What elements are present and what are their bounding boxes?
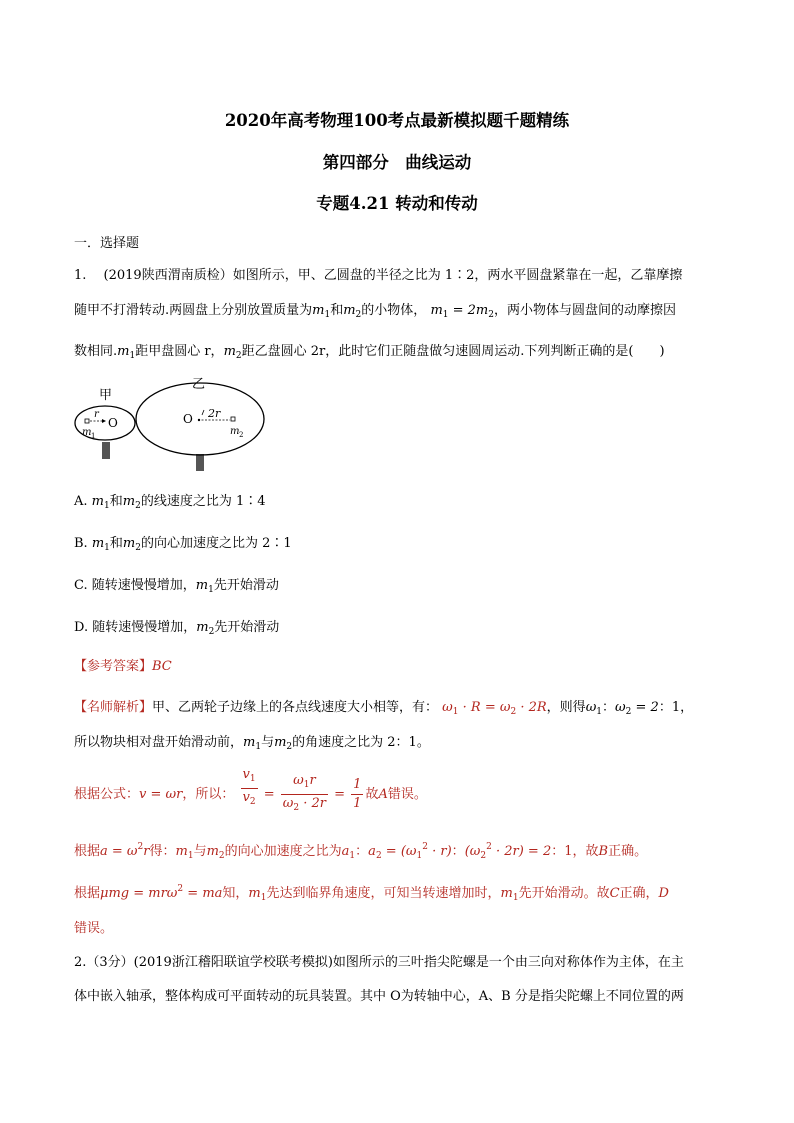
label-r: r: [94, 409, 99, 420]
option-c[interactable]: C. 随转速慢慢增加，$m_1$先开始滑动: [74, 578, 279, 595]
two-discs-figure: [70, 372, 270, 472]
analysis-line-4: 根据$a = \omega^2r$得：$m_1$与$m_2$的向心加速度之比为$a_1$：$a_2 = (\omega_1^2 \cdot r)$：$(\omega_2^2 \cdot 2r) = 2$：1，故B正确。: [74, 842, 648, 861]
part-title: 第四部分 曲线运动: [322, 153, 472, 172]
analysis-line-6: 错误。: [74, 921, 114, 936]
reference-answer: 【参考答案】BC: [74, 659, 172, 674]
label-m2: m: [230, 426, 240, 437]
disc-yi-stand: [196, 454, 204, 471]
q1-line-1: 1. (2019陕西渭南质检）如图所示，甲、乙圆盘的半径之比为 1∶2，两水平圆盘紧靠在一起，乙靠摩擦: [74, 268, 683, 283]
analysis-line-3: 根据公式：v = ωr，所以： $\frac{v_1}{v_2}$ = $\frac{\omega_1r}{\omega_2 \cdot 2r}$ = $\frac{1}{1}$ 故A错误。: [74, 767, 427, 813]
q1-line-3: 数相同$.m_1$距甲盘圆心 r，$m_2$距乙盘圆心 2r，此时它们正随盘做匀速圆周运动.下列判断正确的是( ): [74, 344, 665, 361]
label-m1: m: [82, 427, 92, 438]
topic-title: 专题4.21 转动和传动: [316, 194, 478, 213]
document-title: 2020年高考物理100考点最新模拟题千题精练: [224, 111, 570, 130]
section-heading: 一．选择题: [74, 236, 140, 251]
label-m1-sub: 1: [91, 432, 96, 440]
disc-yi: [136, 383, 264, 455]
block-m1: [85, 419, 89, 423]
disc-jia-stand: [102, 442, 110, 459]
q2-line-1: 2.（3分）(2019浙江稽阳联谊学校联考模拟)如图所示的三叶指尖陀螺是一个由三向对称体作为主体，在主: [74, 955, 684, 970]
label-O-jia: O: [108, 416, 118, 430]
option-d[interactable]: D. 随转速慢慢增加，$m_2$先开始滑动: [74, 620, 280, 637]
option-b[interactable]: B. $m_1$和$m_2$的向心加速度之比为 2∶1: [74, 536, 292, 553]
analysis-line-2: 所以物块相对盘开始滑动前，$m_1$与$m_2$的角速度之比为 2：1。: [74, 735, 430, 752]
option-a[interactable]: A. $m_1$和$m_2$的线速度之比为 1∶4: [74, 494, 266, 511]
analysis-line-5: 根据μmg = mrω$^2$ = ma知，$m_1$先达到临界角速度，可知当转速增加时，$m_1$先开始滑动。故C正确，D: [74, 884, 669, 903]
label-jia: 甲: [99, 388, 113, 403]
q2-line-2: 体中嵌入轴承，整体构成可平面转动的玩具装置。其中 O为转轴中心，A、B 分是指尖陀螺上不同位置的两: [74, 989, 684, 1004]
analysis-line-1: 【名师解析】甲、乙两轮子边缘上的各点线速度大小相等，有： $\omega_1 \cdot R = \omega_2 \cdot 2R$，则得$\omega_1$：$\omega_2 = 2$：1，: [74, 700, 694, 717]
label-m2-sub: 2: [239, 431, 244, 439]
label-2r: 2r: [208, 407, 221, 420]
label-O-yi: O: [183, 412, 193, 426]
label-yi: 乙: [192, 377, 206, 392]
block-m2: [231, 417, 235, 421]
q1-line-2: 随甲不打滑转动.两圆盘上分别放置质量为$m_1$和$m_2$的小物体， $m_1 = 2m_2$，两小物体与圆盘间的动摩擦因: [74, 303, 677, 320]
